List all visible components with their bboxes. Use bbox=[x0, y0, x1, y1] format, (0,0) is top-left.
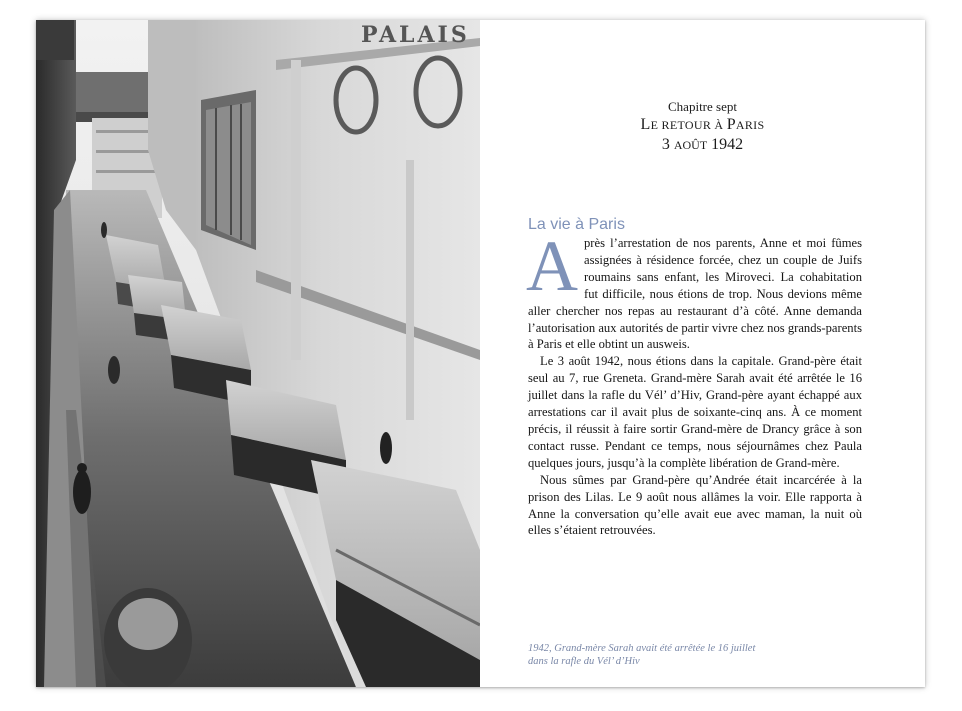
chapter-label: Chapitre sept bbox=[668, 99, 737, 114]
date-month: AOÛT bbox=[673, 138, 708, 152]
chapter-date bbox=[480, 135, 925, 155]
title-initial: L bbox=[640, 116, 651, 133]
paragraph-1-text: près l’arrestation de nos parents, Anne et moi fûmes assignées à résidence forcée, chez un couple de Juifs roumains sans enfant, les Miroveci. La cohabitation fut difficile, nous étions de trop. Nous devions même aller chercher nos repas au restaurant d’à côté. Anne demanda l’autorisation aux autorités de partir vivre chez nos grands-parents à Paris et elle obtint un ausweis. bbox=[528, 236, 862, 352]
date-day: 3 bbox=[661, 136, 674, 153]
archival-photo bbox=[36, 20, 480, 687]
caption-line-2: dans la rafle du Vél’ d’Hiv bbox=[528, 656, 640, 667]
chapter-heading bbox=[480, 98, 925, 155]
section-title: La vie à Paris bbox=[528, 216, 625, 233]
title-smallcaps: E RETOUR À bbox=[650, 118, 727, 132]
body-text bbox=[526, 226, 862, 539]
paragraph-1 bbox=[526, 226, 862, 353]
paragraph-2: Le 3 août 1942, nous étions dans la capitale. Grand-père était seul au 7, rue Greneta. Grand-mère Sarah avait été arrêtée le 16 juillet dans la rafle du Vél’ d’Hiv, Grand-père ayant échappé aux arrestations car il avait plus de soixante-cinq ans. À ce moment précis, il réussit à faire sortir Grand-mère de Drancy grâce à son contact russe. Pendant ce temps, nous séjournâmes chez Paula quelques jours, jusqu’à la complète libération de Grand-mère. bbox=[528, 354, 862, 470]
title-city-rest: ARIS bbox=[735, 118, 765, 132]
paragraph-3: Nous sûmes par Grand-père qu’Andrée était incarcérée à la prison des Lilas. Le 9 août nous allâmes la voir. Elle rapporta à Anne la conversation qu’elle avait eue avec maman, la nuit où elles s’étaient retrouvées. bbox=[528, 472, 862, 538]
book-spread bbox=[36, 20, 925, 687]
date-year: 1942 bbox=[707, 136, 744, 153]
drop-cap: A bbox=[526, 226, 578, 306]
caption-line-1: 1942, Grand-mère Sarah avait été arrêtée le 16 juillet bbox=[528, 643, 756, 654]
chapter-title bbox=[480, 115, 925, 135]
photo-caption bbox=[528, 642, 858, 668]
title-city-initial: P bbox=[726, 116, 736, 133]
photo-street-scene bbox=[36, 20, 480, 687]
text-page bbox=[480, 20, 925, 687]
photo-sign: PALAIS bbox=[361, 22, 470, 48]
